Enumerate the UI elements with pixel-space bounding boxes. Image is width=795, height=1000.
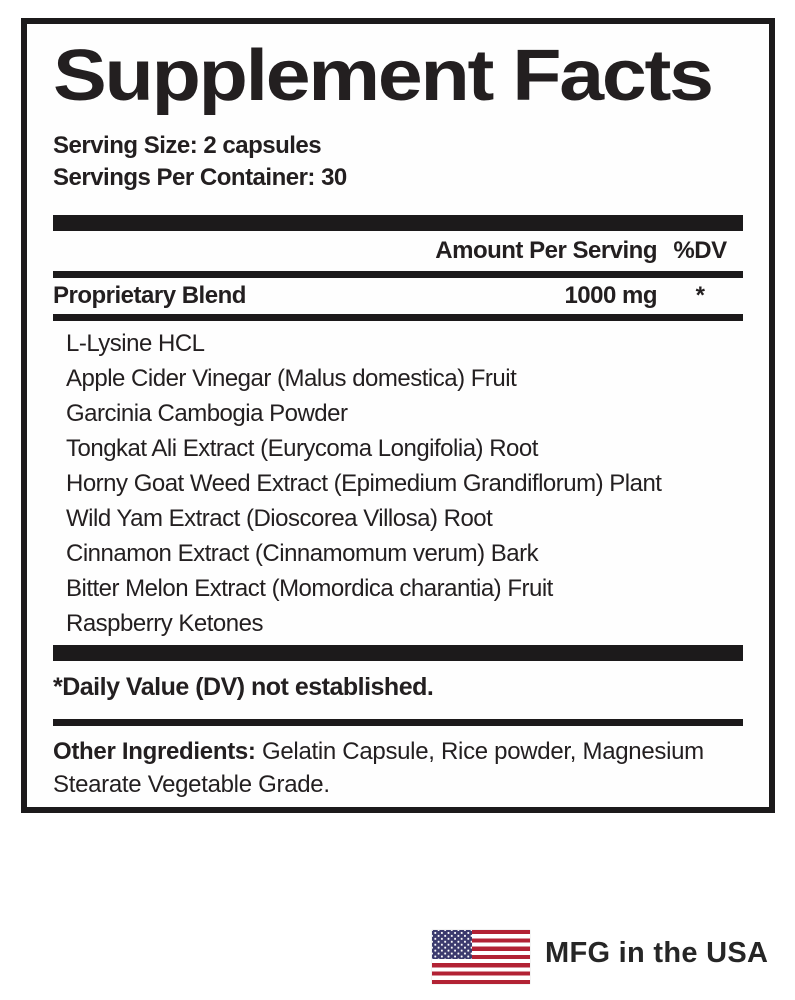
ingredient-item: L-Lysine HCL: [66, 330, 205, 357]
ingredient-item: Apple Cider Vinegar (Malus domestica) Fruit: [66, 365, 517, 392]
servings-per-container: Servings Per Container: 30: [53, 164, 347, 191]
divider-thick-bottom: [53, 645, 743, 661]
amount-per-serving-header: Amount Per Serving: [435, 237, 657, 264]
divider-under-header: [53, 271, 743, 278]
blend-name: Proprietary Blend: [53, 282, 246, 309]
us-flag-icon: [432, 930, 530, 984]
ingredient-item: Bitter Melon Extract (Momordica charantia) Fruit: [66, 575, 553, 602]
ingredient-item: Horny Goat Weed Extract (Epimedium Grandiflorum) Plant: [66, 470, 662, 497]
divider-under-blend: [53, 314, 743, 321]
divider-thick-top: [53, 215, 743, 231]
blend-dv: *: [695, 282, 705, 309]
percent-dv-header: %DV: [673, 237, 727, 264]
ingredient-item: Tongkat Ali Extract (Eurycoma Longifolia) Root: [66, 435, 538, 462]
column-header-row: [53, 234, 743, 268]
ingredient-item: Raspberry Ketones: [66, 610, 263, 637]
other-ingredients: [53, 735, 743, 801]
ingredient-item: Garcinia Cambogia Powder: [66, 400, 348, 427]
blend-amount: 1000 mg: [564, 282, 657, 309]
other-ingredients-label: Other Ingredients:: [53, 738, 256, 765]
ingredient-item: Cinnamon Extract (Cinnamomum verum) Bark: [66, 540, 539, 567]
ingredient-item: Wild Yam Extract (Dioscorea Villosa) Root: [66, 505, 493, 532]
supplement-facts-panel: [21, 18, 775, 813]
panel-title: Supplement Facts: [53, 36, 712, 116]
divider-above-other-ingredients: [53, 719, 743, 726]
serving-size: Serving Size: 2 capsules: [53, 132, 322, 159]
daily-value-footnote: *Daily Value (DV) not established.: [53, 673, 434, 701]
us-flag-canton: [432, 930, 472, 959]
ingredient-list: [53, 326, 743, 641]
other-ingredients-text: Gelatin Capsule, Rice powder, Magnesium Stearate Vegetable Grade.: [53, 738, 704, 798]
proprietary-blend-row: [53, 280, 743, 312]
mfg-in-usa-text: MFG in the USA: [545, 937, 769, 969]
